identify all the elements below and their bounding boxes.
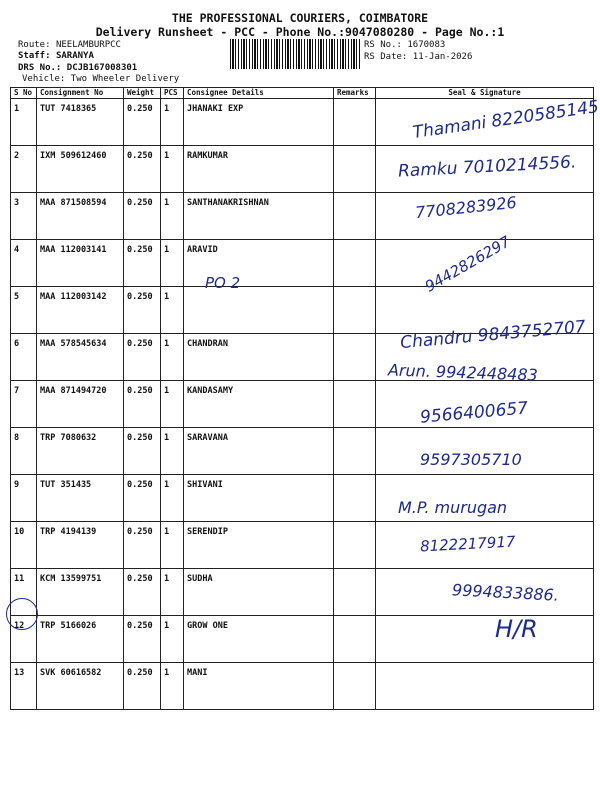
table-row: 11 KCM 13599751 0.250 1 SUDHA (11, 569, 594, 616)
barcode (230, 39, 360, 69)
table-row: 8 TRP 7080632 0.250 1 SARAVANA (11, 428, 594, 475)
row-13-circle-mark (6, 598, 38, 630)
signature-8: 9566400657 (419, 398, 529, 428)
signature-11: 8122217917 (419, 532, 516, 556)
signature-3: 7708283926 (414, 192, 518, 223)
signature-9: 9597305710 (420, 450, 522, 469)
signature-12: 9994833886. (451, 580, 560, 605)
rs-date-line: RS Date: 11-Jan-2026 (364, 52, 473, 62)
col-pcs: PCS (161, 88, 184, 99)
route-line: Route: NEELAMBURPCC (18, 40, 121, 50)
table-row: 4 MAA 112003141 0.250 1 ARAVID (11, 240, 594, 287)
table-row: 6 MAA 578545634 0.250 1 CHANDRAN (11, 334, 594, 381)
signature-7: Arun. 9942448483 (387, 360, 539, 385)
table-row: 12 TRP 5166026 0.250 1 GROW ONE (11, 616, 594, 663)
col-sno: S No (11, 88, 37, 99)
signature-6: Chandru 9843752707 (399, 316, 587, 354)
company-title: THE PROFESSIONAL COURIERS, COIMBATORE (171, 11, 429, 25)
col-consignee: Consignee Details (184, 88, 334, 99)
signature-4: 9442826297 (421, 232, 514, 296)
route-value: NEELAMBURPCC (55, 40, 121, 50)
table-row: 7 MAA 871494720 0.250 1 KANDASAMY (11, 381, 594, 428)
col-weight: Weight (124, 88, 161, 99)
table-header-row (11, 88, 594, 99)
staff-line: Staff: SARANYA (18, 51, 94, 61)
runsheet-subtitle: Delivery Runsheet - PCC - Phone No.:9047080280 - Page No.:1 (95, 25, 505, 39)
col-signature: Seal & Signature (376, 88, 594, 99)
signature-2: Ramku 7010214556. (397, 152, 577, 182)
vehicle-line: Vehicle: Two Wheeler Delivery (22, 74, 180, 84)
staff-value: SARANYA (55, 51, 94, 61)
rs-no-line: RS No.: 1670083 (364, 40, 446, 50)
col-consignment: Consignment No (37, 88, 124, 99)
table-row: 1 TUT 7418365 0.250 1 JHANAKI EXP (11, 99, 594, 146)
rs-date-value: 11-Jan-2026 (412, 52, 473, 62)
table-row: 2 IXM 509612460 0.250 1 RAMKUMAR (11, 146, 594, 193)
table-row: 9 TUT 351435 0.250 1 SHIVANI (11, 475, 594, 522)
drs-value: DCJB167008301 (66, 63, 138, 73)
signature-10: M.P. murugan (398, 498, 508, 517)
signature-13: H/R (495, 615, 538, 643)
table-row: 5 MAA 112003142 0.250 1 (11, 287, 594, 334)
table-row: 3 MAA 871508594 0.250 1 SANTHANAKRISHNAN (11, 193, 594, 240)
col-remarks: Remarks (334, 88, 376, 99)
rs-no-value: 1670083 (407, 40, 446, 50)
signature-1: Thamani 8220585145 (411, 97, 600, 143)
drs-line: DRS No.: DCJB167008301 (18, 63, 138, 73)
vehicle-value: Two Wheeler Delivery (70, 74, 180, 84)
table-row: 13 SVK 60616582 0.250 1 MANI (11, 663, 594, 710)
table-row: 10 TRP 4194139 0.250 1 SERENDIP (11, 522, 594, 569)
signature-5: PO 2 (205, 274, 241, 292)
